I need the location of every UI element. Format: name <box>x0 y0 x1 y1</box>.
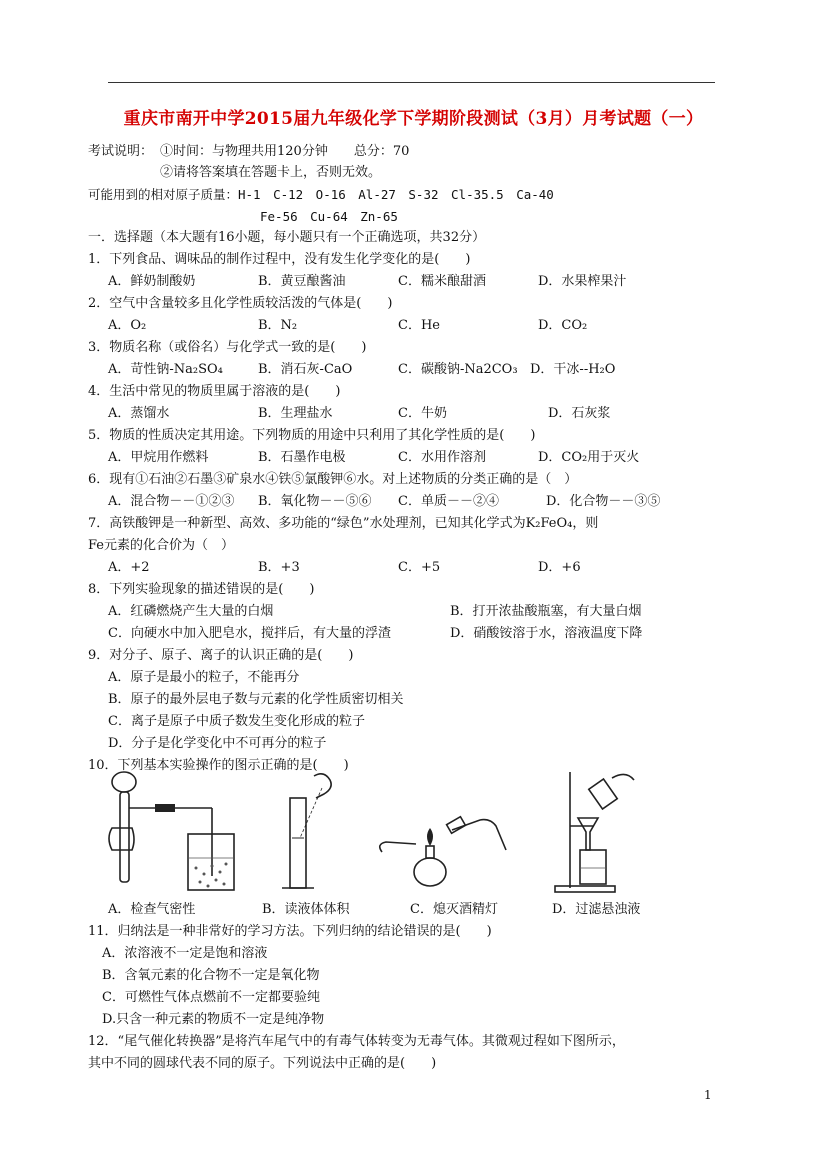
q6-option-c[interactable]: C．单质－－②④ <box>398 494 499 509</box>
header-rule <box>108 82 715 83</box>
question-11-stem: 11．归纳法是一种非常好的学习方法。下列归纳的结论错误的是( ) <box>88 924 492 939</box>
question-10-stem: 10．下列基本实验操作的图示正确的是( ) <box>88 758 349 773</box>
q9-option-d[interactable]: D．分子是化学变化中不可再分的粒子 <box>108 736 327 751</box>
q2-option-d[interactable]: D．CO₂ <box>538 318 588 333</box>
q7-option-c[interactable]: C．+5 <box>398 560 441 575</box>
question-3-stem: 3．物质名称（或俗名）与化学式一致的是( ) <box>88 340 367 355</box>
figure-d-filtration <box>555 772 634 892</box>
page-number: 1 <box>704 1088 712 1102</box>
q10-option-b[interactable]: B．读液体体积 <box>262 902 350 917</box>
q10-option-a[interactable]: A．检查气密性 <box>108 902 196 917</box>
q3-option-c[interactable]: C．碳酸钠-Na2CO₃ <box>398 362 518 377</box>
atomic-masses-line1: 可能用到的相对原子质量：H-1 C-12 O-16 Al-27 S-32 Cl-35.5 Ca-40 <box>88 187 554 202</box>
q8-option-d[interactable]: D．硝酸铵溶于水，溶液温度下降 <box>450 626 643 641</box>
q9-option-a[interactable]: A．原子是最小的粒子，不能再分 <box>108 670 300 685</box>
question-12-stem-line1: 12．“尾气催化转换器”是将汽车尾气中的有毒气体转变为无毒气体。其微观过程如下图所示， <box>88 1034 625 1049</box>
q1-option-d[interactable]: D．水果榨果汁 <box>538 274 627 289</box>
figure-c-extinguish-lamp <box>380 817 506 886</box>
q5-option-c[interactable]: C．水用作溶剂 <box>398 450 486 465</box>
q6-option-b[interactable]: B．氧化物－－⑤⑥ <box>258 494 372 509</box>
q10-option-d[interactable]: D．过滤悬浊液 <box>552 902 641 917</box>
q3-option-b[interactable]: B．消石灰-CaO <box>258 362 353 377</box>
q4-option-c[interactable]: C．牛奶 <box>398 406 447 421</box>
q7-option-b[interactable]: B．+3 <box>258 560 300 575</box>
q10-option-c[interactable]: C．熄灭酒精灯 <box>410 902 498 917</box>
q2-option-b[interactable]: B．N₂ <box>258 318 298 333</box>
q11-option-b[interactable]: B．含氧元素的化合物不一定是氧化物 <box>102 968 320 983</box>
page-title: 重庆市南开中学2015届九年级化学下学期阶段测试（3月）月考试题（一） <box>123 109 704 129</box>
q8-option-a[interactable]: A．红磷燃烧产生大量的白烟 <box>108 604 274 619</box>
q2-option-c[interactable]: C．He <box>398 318 440 333</box>
q1-option-a[interactable]: A．鲜奶制酸奶 <box>108 274 196 289</box>
q11-option-a[interactable]: A．浓溶液不一定是饱和溶液 <box>102 946 268 961</box>
figure-a-airtightness-check <box>109 772 234 890</box>
question-4-stem: 4．生活中常见的物质里属于溶液的是( ) <box>88 384 341 399</box>
q8-option-c[interactable]: C．向硬水中加入肥皂水，搅拌后，有大量的浮渣 <box>108 626 391 641</box>
q3-option-d[interactable]: D．干冰--H₂O <box>530 362 616 377</box>
atomic-masses-line2: Fe-56 Cu-64 Zn-65 <box>260 209 398 224</box>
q4-option-a[interactable]: A．蒸馏水 <box>108 406 170 421</box>
q11-option-c[interactable]: C．可燃性气体点燃前不一定都要验纯 <box>102 990 320 1005</box>
question-9-stem: 9．对分子、原子、离子的认识正确的是( ) <box>88 648 354 663</box>
question-8-stem: 8．下列实验现象的描述错误的是( ) <box>88 582 315 597</box>
question-7-stem-line1: 7．高铁酸钾是一种新型、高效、多功能的“绿色”水处理剂，已知其化学式为K₂FeO₄，则 <box>88 516 599 531</box>
question-7-stem-line2: Fe元素的化合价为（ ） <box>88 538 235 553</box>
q9-option-b[interactable]: B．原子的最外层电子数与元素的化学性质密切相关 <box>108 692 404 707</box>
instructions-line2: ②请将答案填在答题卡上，否则无效。 <box>160 165 382 180</box>
q9-option-c[interactable]: C．离子是原子中质子数发生变化形成的粒子 <box>108 714 365 729</box>
q6-option-a[interactable]: A．混合物－－①②③ <box>108 494 235 509</box>
q2-option-a[interactable]: A．O₂ <box>108 318 147 333</box>
q1-option-c[interactable]: C．糯米酿甜酒 <box>398 274 486 289</box>
q11-option-d[interactable]: D.只含一种元素的物质不一定是纯净物 <box>102 1012 325 1027</box>
q4-option-d[interactable]: D．石灰浆 <box>548 406 611 421</box>
figure-b-read-volume <box>282 774 331 888</box>
section-heading: 一．选择题（本大题有16小题，每小题只有一个正确选项，共32分） <box>88 230 486 245</box>
question-2-stem: 2．空气中含量较多且化学性质较活泼的气体是( ) <box>88 296 393 311</box>
q5-option-b[interactable]: B．石墨作电极 <box>258 450 346 465</box>
instructions-label: 考试说明： <box>88 144 154 159</box>
q6-option-d[interactable]: D．化合物－－③⑤ <box>546 494 661 509</box>
question-5-stem: 5．物质的性质决定其用途。下列物质的用途中只利用了其化学性质的是( ) <box>88 428 536 443</box>
q4-option-b[interactable]: B．生理盐水 <box>258 406 333 421</box>
lab-operations-figures <box>100 768 660 898</box>
q3-option-a[interactable]: A．苛性钠-Na₂SO₄ <box>108 362 223 377</box>
question-1-stem: 1．下列食品、调味品的制作过程中，没有发生化学变化的是( ) <box>88 252 471 267</box>
question-12-stem-line2: 其中不同的圆球代表不同的原子。下列说法中正确的是( ) <box>88 1056 437 1071</box>
q7-option-d[interactable]: D．+6 <box>538 560 581 575</box>
instructions-line1: ①时间：与物理共用120分钟 总分：70 <box>160 144 410 159</box>
q5-option-d[interactable]: D．CO₂用于灭火 <box>538 450 640 465</box>
q7-option-a[interactable]: A．+2 <box>108 560 150 575</box>
q8-option-b[interactable]: B．打开浓盐酸瓶塞，有大量白烟 <box>450 604 642 619</box>
q1-option-b[interactable]: B．黄豆酿酱油 <box>258 274 346 289</box>
q5-option-a[interactable]: A．甲烷用作燃料 <box>108 450 209 465</box>
question-6-stem: 6．现有①石油②石墨③矿泉水④铁⑤氯酸钾⑥水。对上述物质的分类正确的是（ ） <box>88 472 578 487</box>
